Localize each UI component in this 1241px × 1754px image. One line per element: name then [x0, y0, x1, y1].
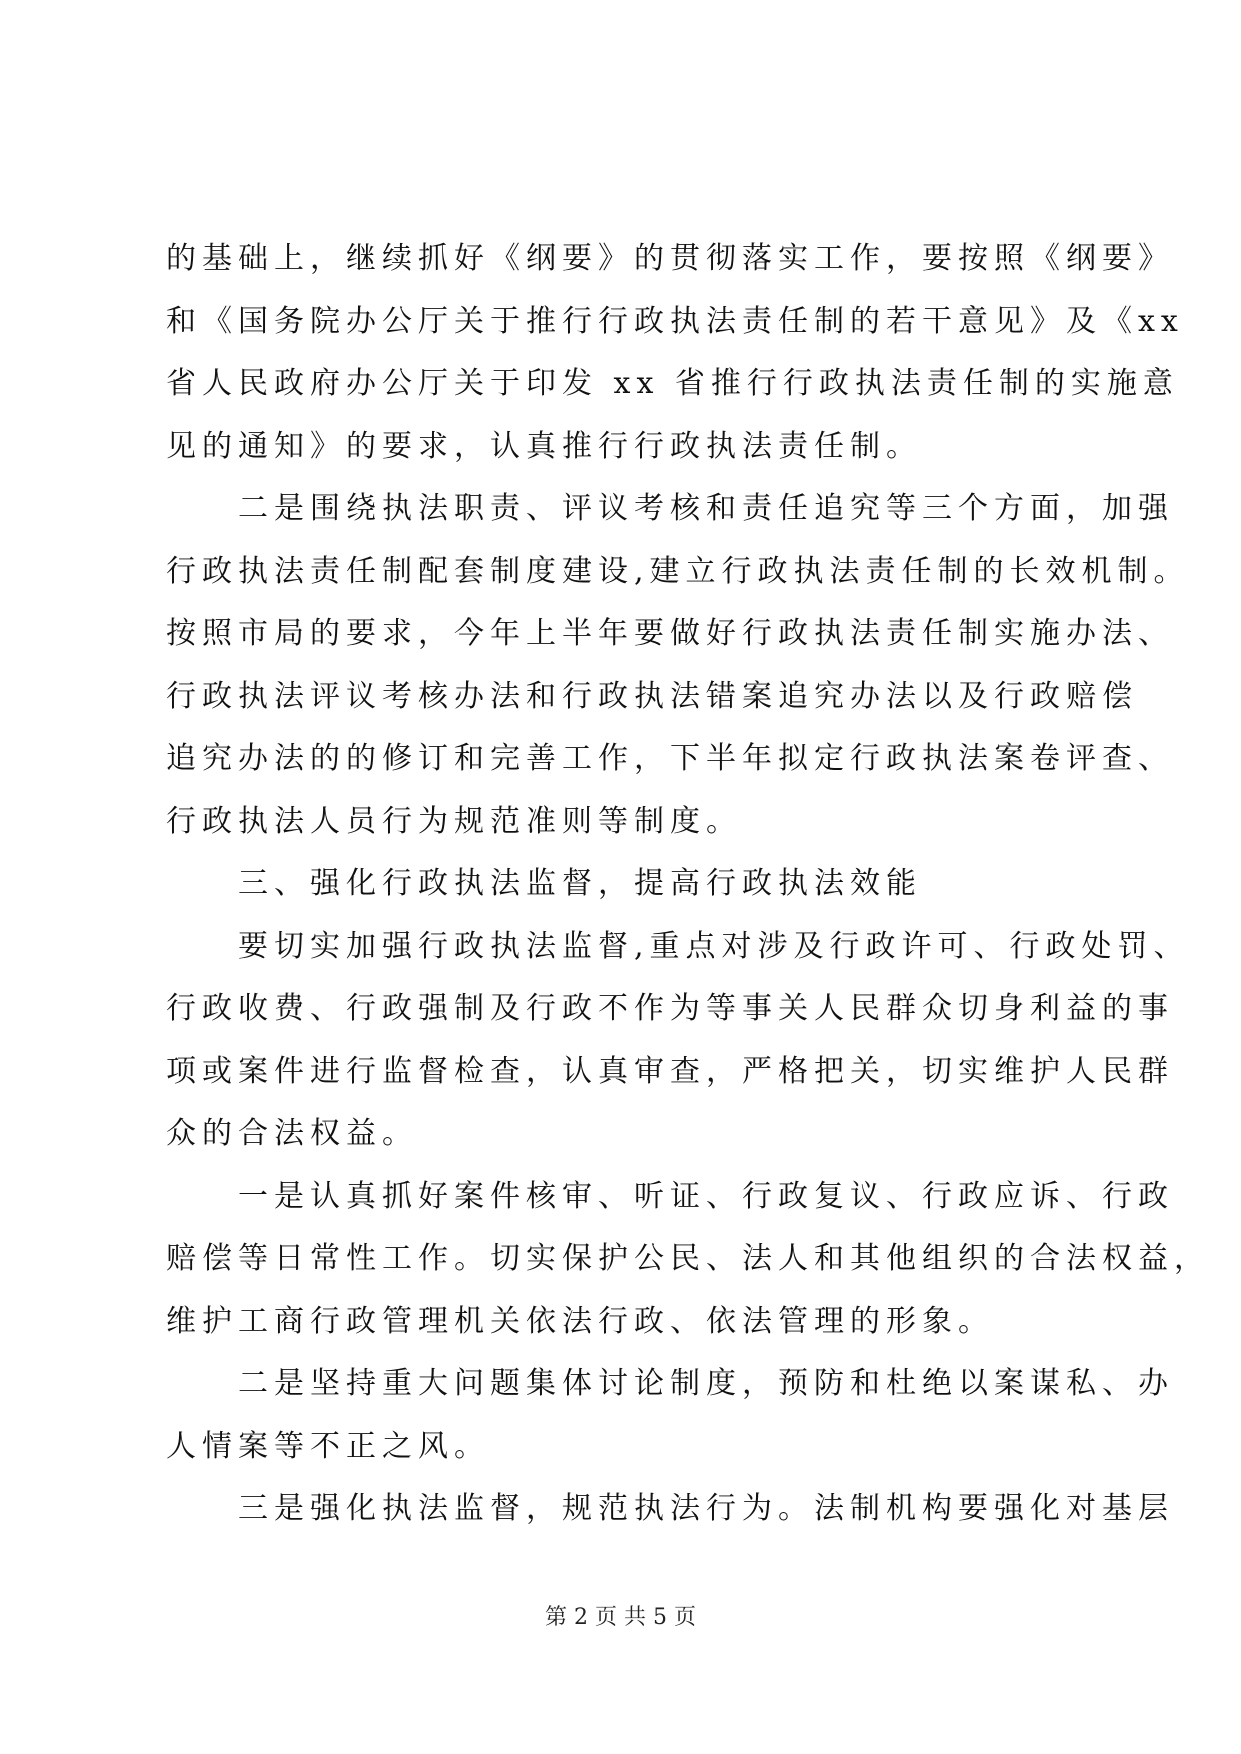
text-line: 一是认真抓好案件核审、听证、行政复议、行政应诉、行政	[238, 1178, 1174, 1214]
body-text	[166, 228, 1210, 1541]
text-line: 行政执法人员行为规范准则等制度。	[166, 803, 742, 839]
text-line: 按照市局的要求，今年上半年要做好行政执法责任制实施办法、	[166, 616, 1174, 651]
text-line: 二是围绕执法职责、评议考核和责任追究等三个方面，加强	[238, 491, 1174, 526]
text-line: 赔偿等日常性工作。切实保护公民、法人和其他组织的合法权益，	[166, 1241, 1210, 1276]
text-line: 和《国务院办公厅关于推行行政执法责任制的若干意见》及《xx	[166, 303, 1184, 339]
text-line: 的基础上，继续抓好《纲要》的贯彻落实工作，要按照《纲要》	[166, 241, 1174, 276]
text-line: 项或案件进行监督检查，认真审查，严格把关，切实维护人民群	[166, 1053, 1174, 1089]
text-line: 省人民政府办公厅关于印发 xx 省推行行政执法责任制的实施意	[166, 366, 1179, 401]
text-line: 众的合法权益。	[166, 1116, 418, 1151]
text-line: 行政执法评议考核办法和行政执法错案追究办法以及行政赔偿	[166, 678, 1138, 714]
text-line: 追究办法的的修订和完善工作，下半年拟定行政执法案卷评查、	[166, 741, 1174, 776]
text-line: 要切实加强行政执法监督,重点对涉及行政许可、行政处罚、	[238, 928, 1190, 964]
text-line: 维护工商行政管理机关依法行政、依法管理的形象。	[166, 1303, 994, 1339]
text-line: 行政收费、行政强制及行政不作为等事关人民群众切身利益的事	[166, 991, 1174, 1026]
text-line: 见的通知》的要求，认真推行行政执法责任制。	[166, 428, 922, 464]
text-line: 行政执法责任制配套制度建设,建立行政执法责任制的长效机制。	[166, 553, 1190, 589]
page-footer: 第 2 页 共 5 页	[545, 1605, 696, 1630]
text-line: 三是强化执法监督，规范执法行为。法制机构要强化对基层	[238, 1491, 1174, 1526]
text-line: 三、强化行政执法监督，提高行政执法效能	[238, 866, 922, 901]
text-line: 人情案等不正之风。	[166, 1428, 490, 1464]
text-line: 二是坚持重大问题集体讨论制度，预防和杜绝以案谋私、办	[238, 1366, 1174, 1401]
